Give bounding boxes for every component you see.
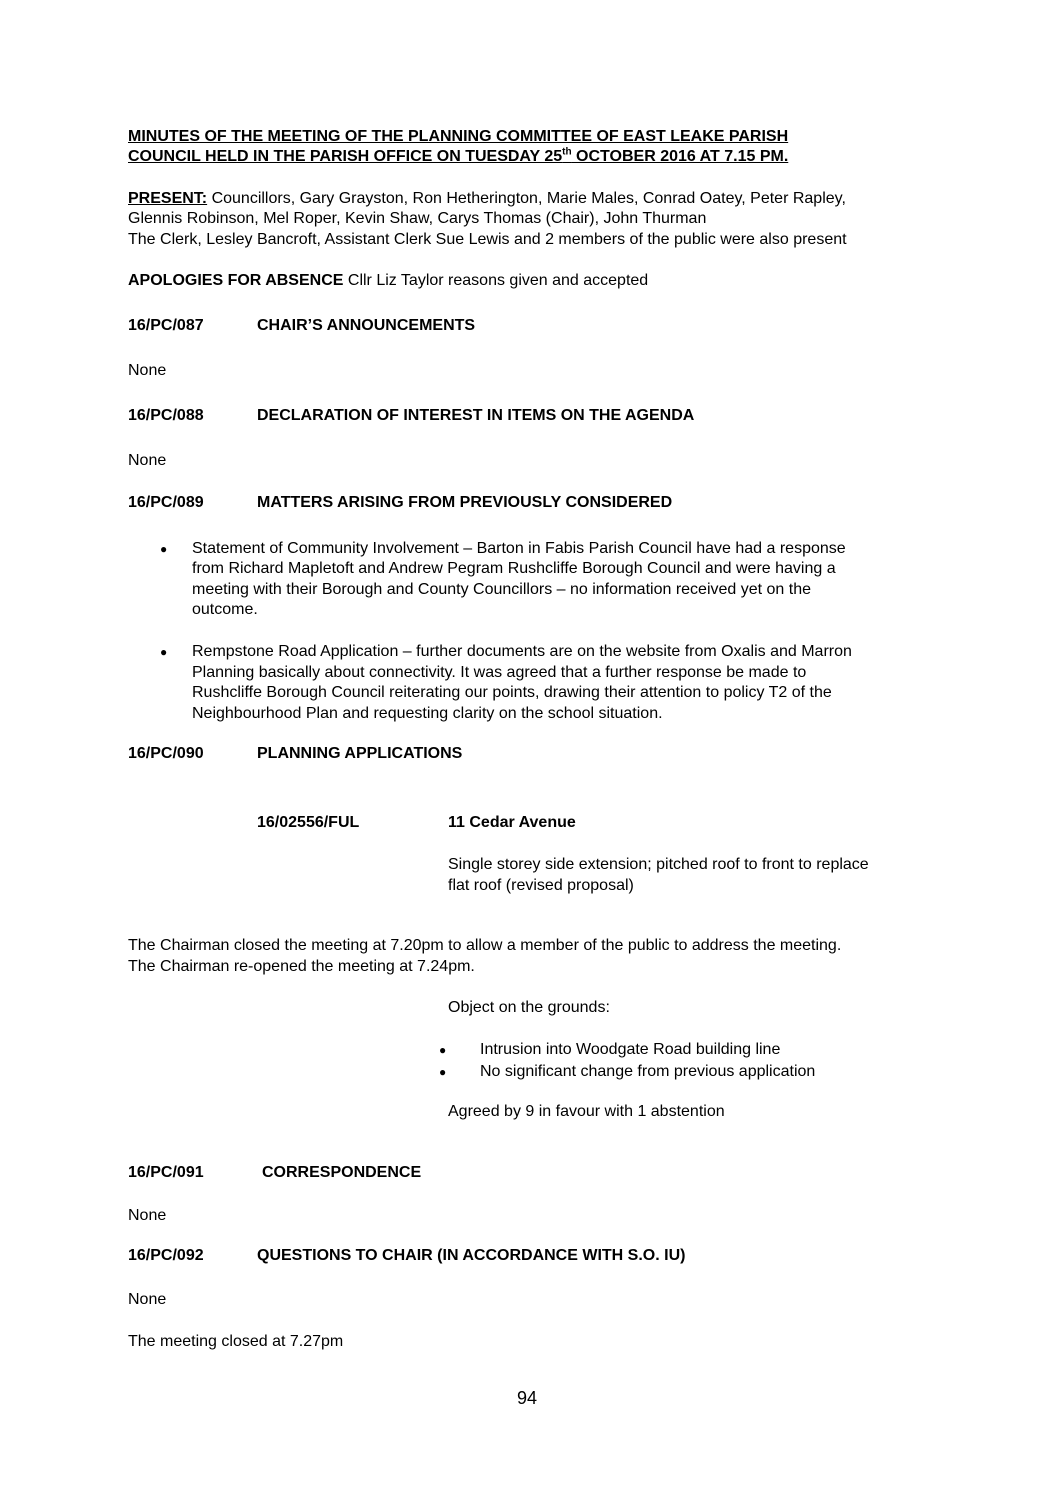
application-ref: 16/02556/FUL [257,814,360,831]
item-092-heading: QUESTIONS TO CHAIR (IN ACCORDANCE WITH S.O. IU) [257,1247,686,1264]
item-089-bullet-2-line-4: Neighbourhood Plan and requesting clarity on the school situation. [192,705,663,722]
ground-item-1: Intrusion into Woodgate Road building line [480,1041,781,1058]
ground-item-2: No significant change from previous application [480,1063,816,1080]
present-line-1 [128,189,846,210]
item-088-ref: 16/PC/088 [128,407,204,424]
item-089-ref: 16/PC/089 [128,494,204,511]
item-087-body: None [128,362,167,379]
item-090-heading: PLANNING APPLICATIONS [257,745,463,762]
title-text-end: OCTOBER 2016 AT 7.15 PM. [571,148,789,165]
item-087-heading: CHAIR’S ANNOUNCEMENTS [257,317,476,334]
chair-closed-text: The Chairman closed the meeting at 7.20pm to allow a member of the public to address the meeting. [128,937,842,954]
apologies-label: APOLOGIES FOR ABSENCE [128,272,344,289]
vote-text: Agreed by 9 in favour with 1 abstention [448,1103,725,1120]
apologies-text: Cllr Liz Taylor reasons given and accepted [343,272,649,289]
item-089-bullet-2-line-3: Rushcliffe Borough Council reiterating our points, drawing their attention to policy T2 of the [192,684,832,701]
item-092-ref: 16/PC/092 [128,1247,204,1264]
item-088-heading: DECLARATION OF INTEREST IN ITEMS ON THE AGENDA [257,407,695,424]
item-091-ref: 16/PC/091 [128,1164,204,1181]
item-089-bullet-2-line-2: Planning basically about connectivity. It was agreed that a further response be made to [192,664,807,681]
chair-reopened-text: The Chairman re-opened the meeting at 7.24pm. [128,958,475,975]
object-text: Object on the grounds: [448,999,610,1016]
document-title-line-1: MINUTES OF THE MEETING OF THE PLANNING COMMITTEE OF EAST LEAKE PARISH [128,128,789,145]
bullet-dot-icon: ● [439,1065,447,1079]
present-line-3: The Clerk, Lesley Bancroft, Assistant Clerk Sue Lewis and 2 members of the public were also present [128,231,847,248]
bullet-dot-icon: ● [160,542,168,556]
item-089-bullet-1-line-4: outcome. [192,601,258,618]
application-description-line-1: Single storey side extension; pitched roof to front to replace [448,856,869,873]
meeting-closed-text: The meeting closed at 7.27pm [128,1333,344,1350]
page-number: 94 [517,1388,538,1408]
item-091-heading: CORRESPONDENCE [262,1164,422,1181]
item-089-bullet-1-line-1: Statement of Community Involvement – Barton in Fabis Parish Council have had a response [192,540,846,557]
title-superscript: th [562,146,572,158]
item-089-heading: MATTERS ARISING FROM PREVIOUSLY CONSIDERED [257,494,673,511]
item-089-bullet-1-line-3: meeting with their Borough and County Councillors – no information received yet on the [192,581,812,598]
item-089-bullet-2-line-1: Rempstone Road Application – further documents are on the website from Oxalis and Marron [192,643,852,660]
apologies-line [128,271,648,292]
bullet-dot-icon: ● [160,645,168,659]
present-text: Councillors, Gary Grayston, Ron Hetherington, Marie Males, Conrad Oatey, Peter Rapley, [207,190,846,207]
bullet-dot-icon: ● [439,1043,447,1057]
present-label: PRESENT: [128,190,208,207]
application-description-line-2: flat roof (revised proposal) [448,877,634,894]
application-address: 11 Cedar Avenue [448,814,576,831]
document-title-line-2 [128,147,788,168]
item-092-body: None [128,1291,167,1308]
present-line-2: Glennis Robinson, Mel Roper, Kevin Shaw, Carys Thomas (Chair), John Thurman [128,210,707,227]
item-090-ref: 16/PC/090 [128,745,204,762]
item-091-body: None [128,1207,167,1224]
item-088-body: None [128,452,167,469]
title-text: COUNCIL HELD IN THE PARISH OFFICE ON TUESDAY 25 [128,148,563,165]
item-089-bullet-1-line-2: from Richard Mapletoft and Andrew Pegram Rushcliffe Borough Council and were having a [192,560,836,577]
item-087-ref: 16/PC/087 [128,317,204,334]
